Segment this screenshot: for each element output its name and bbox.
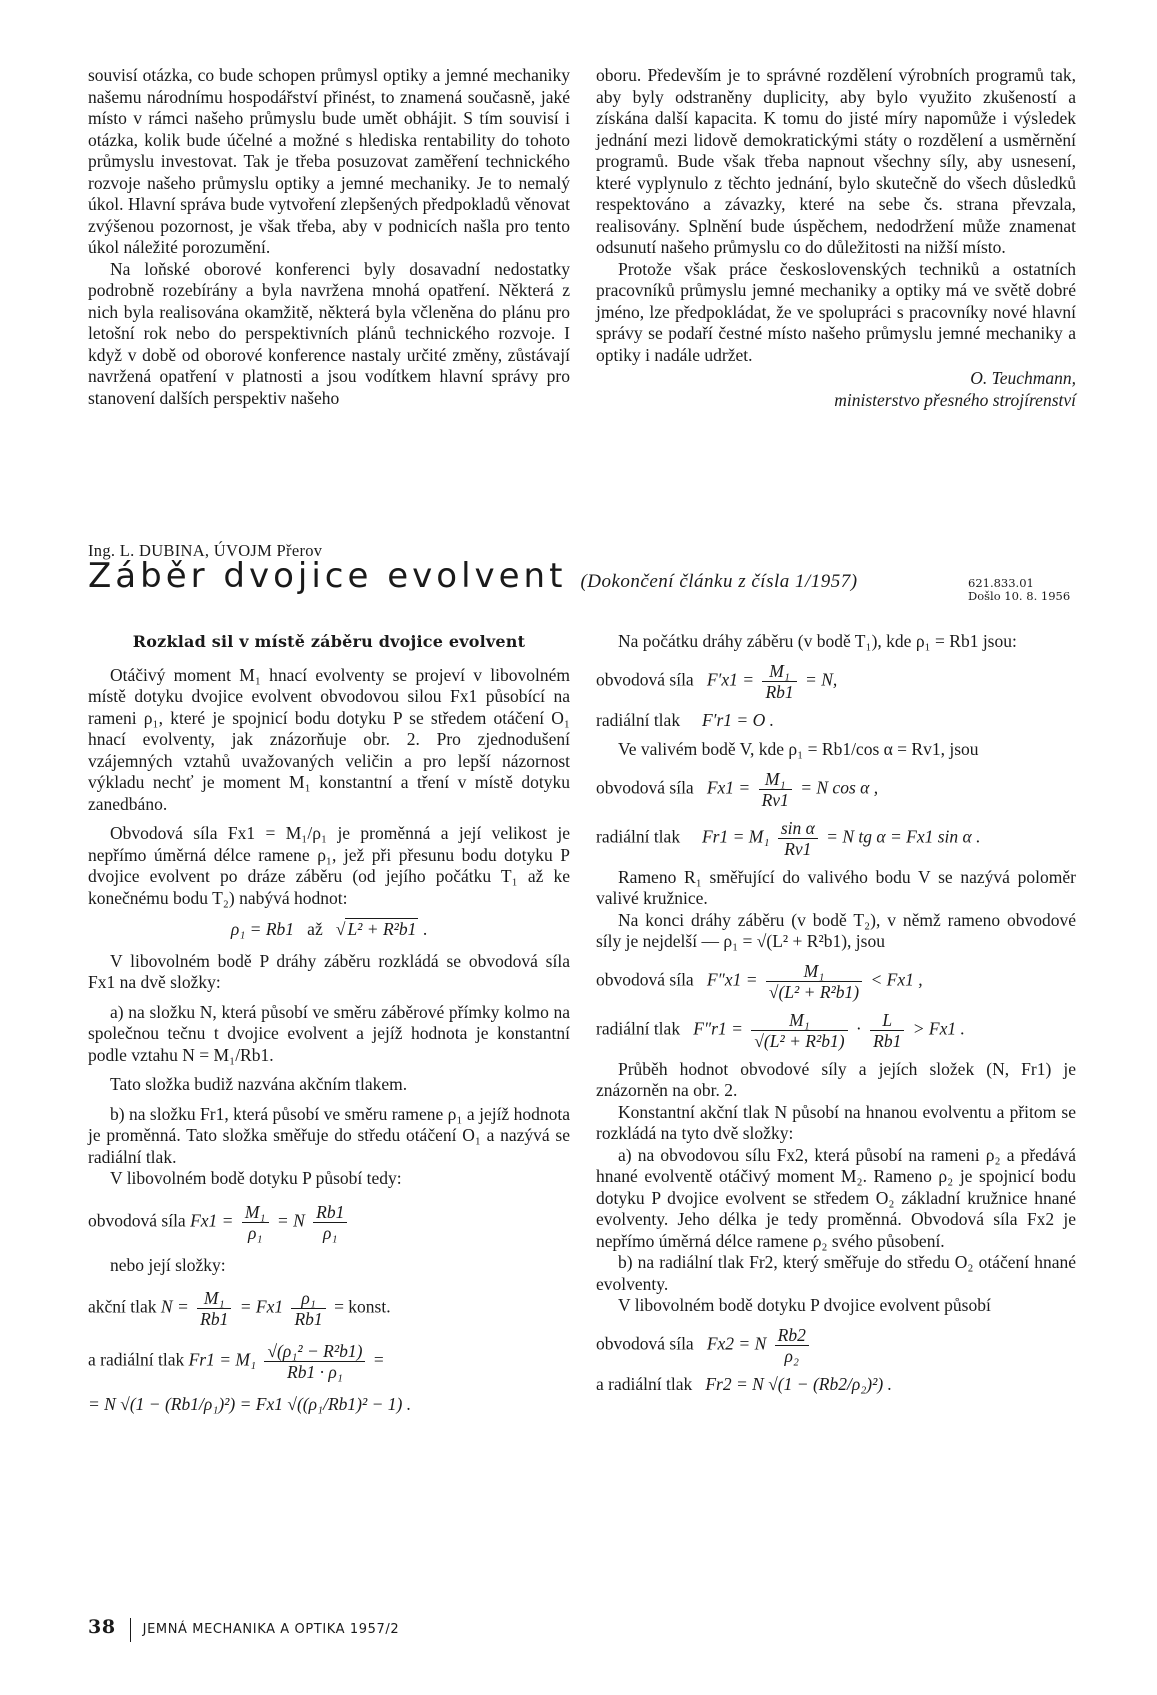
previous-article-right-column <box>596 65 1076 411</box>
paragraph: Obvodová síla Fx1 = M₁/ρ₁ je proměnná a její velikost je nepřímo úměrná délce ramene ρ₁, jež při přesunu bodu dotyku P dvojice evolvent po dráze záběru (od jejího počátku T₁ až ke konečnému bodu T₂) nabývá hodnot: <box>88 823 570 908</box>
paragraph: nebo její složky: <box>110 1254 226 1275</box>
equation-end-force: obvodová síla F″x1 = $\frac{\text{M₁}}{\text{√(L² + R²b1)}}$ < Fx1 , <box>596 960 923 1002</box>
paragraph: Otáčivý moment M₁ hnací evolventy se projeví v libovolném místě dotyku dvojice evolvent obvodovou silou Fx1 působící na rameni ρ₁, které je spojnicí bodu dotyku P se středem otáčení O₁ hnací evolventy, jak znázorňuje obr. 2. Pro zjednodušení vzájemných vztahů uvažovaných veličin a pro lepší názornost výkladu nechť je moment M₁ konstantní a tření v místě dotyku zanedbáno. <box>88 664 570 814</box>
classification-block <box>968 577 1070 603</box>
equation-radial-pressure: a radiální tlak Fr1 = M₁ $\frac{\text{√(ρ₁² − R²b1)}}{\text{Rb1 · ρ₁}}$ = <box>88 1341 384 1382</box>
paragraph: a) na obvodovou sílu Fx2, která působí na rameni ρ₂ a předává hnané evolventě otáčivý moment M₂. Rameno ρ₂ je spojnicí bodu dotyku P dvojice evolvent se středem O₂ základní kružnice hnané evolventy. Jeho délka je tedy proměnná. Obvodová síla Fx2 je nepřímo úměrná délce ramene ρ₂ svého působení. <box>596 1144 1076 1251</box>
page-number: 38 <box>88 1616 116 1638</box>
signature-name: O. Teuchmann, <box>970 368 1076 388</box>
equation-rho-range: ρ₁ = Rb1 až √ L² + R²b1 . <box>230 919 428 939</box>
received-date: Došlo 10. 8. 1956 <box>968 589 1071 603</box>
equation-action-pressure: akční tlak N = $\frac{\text{M₁}}{Rb1}$ = Fx1 $\frac{\text{ρ₁}}{Rb1}$ = konst. <box>88 1288 391 1329</box>
paragraph: Ve valivém bodě V, kde ρ₁ = Rb1/cos α = Rv1, jsou <box>618 739 979 759</box>
paragraph: souvisí otázka, co bude schopen průmysl optiky a jemné mechaniky našemu národnímu hospodářství přinést, to znamená současně, jaké místo v rámci našeho průmyslu bude umět obhájit. S tím souvisí i otázka, kolik bude účelné a možné s hlediska rentability do tohoto průmyslu investovat. Tak je třeba posuzovat zaměření technického rozvoje našeho průmyslu optiky a jemné mechaniky. Je to nemalý úkol. Hlavní správa bude vytvoření zlepšených předpokladů věnovat zvýšenou pozornost, je však třeba, aby v podnicích našla pro tento úkol náležité porozumění. <box>88 65 570 257</box>
article-author: Ing. L. DUBINA, ÚVOJM Přerov <box>88 541 323 560</box>
paragraph: V libovolném bodě P dráhy záběru rozkládá se obvodová síla Fx1 na dvě složky: <box>88 950 570 992</box>
paragraph: V libovolném bodě dotyku P dvojice evolvent působí <box>618 1295 991 1315</box>
footer-divider <box>130 1618 131 1642</box>
signature-role: ministerstvo přesného strojírenství <box>834 389 1076 410</box>
paragraph: Tato složka budiž nazvána akčním tlakem. <box>110 1074 408 1094</box>
paragraph: V libovolném bodě dotyku P působí tedy: <box>110 1168 402 1188</box>
equation-rolling-radial: radiální tlak Fr1 = M₁ $\frac{\text{sin α}}{Rv1}$ = N tg α = Fx1 sin α . <box>596 817 981 859</box>
paragraph: Protože však práce československých techniků a ostatních pracovníků průmyslu jemné mechaniky a optiky má ve světě dobré jméno, lze předpokládat, že ve spolupráci s pracovníky nové hlavní správy se podaří čestné místo našeho průmyslu jemné mechaniky a optiky i nadále udržet. <box>596 258 1076 365</box>
equation-rolling-force: obvodová síla Fx1 = $\frac{\text{M₁}}{Rv1}$ = N cos α , <box>596 768 879 810</box>
article-left-column <box>88 631 570 1428</box>
paragraph: Na počátku dráhy záběru (v bodě T₁), kde ρ₁ = Rb1 jsou: <box>618 631 1017 651</box>
paragraph: oboru. Především je to správné rozdělení výrobních programů tak, aby byly odstraněny duplicity, aby bylo využito zkušeností a získána další kapacita. K tomu do jisté míry napomůže i výsledek jednání mezi lidově demokratickými státy o rozdělení a usměrnění programů. Bude však třeba napnout všechny síly, aby usnesení, které vyplynulo z těchto jednání, bylo skutečně do všech důsledků respektováno a závazky, které na sebe čs. strana převzala, realisovány. Splnění bude úspěchem, nedodržení může znamenat odsunutí našeho průmyslu co do důležitosti na nižší místo. <box>596 65 1076 257</box>
paragraph: Rameno R₁ směřující do valivého bodu V se nazývá poloměr valivé kružnice. <box>596 866 1076 908</box>
equation-start-force: obvodová síla F′x1 = $\frac{\text{M₁}}{Rb1}$ = N, <box>596 660 838 702</box>
journal-name: JEMNÁ MECHANIKA A OPTIKA 1957/2 <box>142 1622 400 1637</box>
equation-end-radial: radiální tlak F″r1 = $\frac{\text{M₁}}{\text{√(L² + R²b1)}}$ · $\frac{L}{Rb1}$ > Fx1 . <box>596 1009 965 1051</box>
section-heading: Rozklad sil v místě záběru dvojice evolvent <box>132 632 526 651</box>
classification-code: 621.833.01 <box>968 576 1034 590</box>
paragraph: b) na složku Fr1, která působí ve směru ramene ρ₁ a jejíž hodnota je proměnná. Tato složka směřuje do středu otáčení O₁ a nazývá se radiální tlak. <box>88 1103 570 1167</box>
article-subtitle: (Dokončení článku z čísla 1/1957) <box>580 571 858 592</box>
article-title: Záběr dvojice evolvent <box>88 556 567 596</box>
previous-article-left-column <box>88 65 570 409</box>
equation-start-radial: radiální tlak F′r1 = O . <box>596 709 774 730</box>
paragraph: a) na složku N, která působí ve směru záběrové přímky kolmo na společnou tečnu t dvojice evolvent a jejíž hodnota je konstantní podle vztahu N = M₁/Rb1. <box>88 1001 570 1065</box>
paragraph: b) na radiální tlak Fr2, který směřuje do středu O₂ otáčení hnané evolventy. <box>596 1252 1076 1294</box>
article-right-column <box>596 631 1076 1403</box>
equation-driven-radial: a radiální tlak Fr2 = N √(1 − (Rb2/ρ₂)²) . <box>596 1373 892 1394</box>
page-footer <box>88 1617 399 1642</box>
equation-radial-pressure-expanded: = N √(1 − (Rb1/ρ₁)²) = Fx1 √((ρ₁/Rb1)² − 1) . <box>88 1394 412 1414</box>
paragraph: Konstantní akční tlak N působí na hnanou evolventu a přitom se rozkládá na tyto dvě složky: <box>596 1101 1076 1143</box>
paragraph: Na konci dráhy záběru (v bodě T₂), v němž rameno obvodové síly je nejdelší — ρ₁ = √(L² + R²b1), jsou <box>596 909 1076 951</box>
equation-circumferential-force: obvodová síla Fx1 = $\frac{\text{M₁}}{\text{ρ₁}}$ = N $\frac{Rb1}{\text{ρ₁}}$ <box>88 1202 570 1243</box>
paragraph: Na loňské oborové konferenci byly dosavadní nedostatky podrobně rozebírány a byla navržena mnohá opatření. Některá z nich byla realisována okamžitě, některá byla včleněna do plánu pro letošní rok nebo do perspektivních plánů technického rozvoje. I když v době od oborové konference nastaly určité změny, zůstávají navržená opatření v platnosti a jsou vodítkem hlavní správy pro stanovení dalších perspektiv našeho <box>88 258 570 408</box>
equation-driven-force: obvodová síla Fx2 = N $\frac{Rb2}{\text{ρ₂}}$ <box>596 1325 1076 1366</box>
paragraph: Průběh hodnot obvodové síly a jejích složek (N, Fr1) je znázorněn na obr. 2. <box>596 1058 1076 1100</box>
